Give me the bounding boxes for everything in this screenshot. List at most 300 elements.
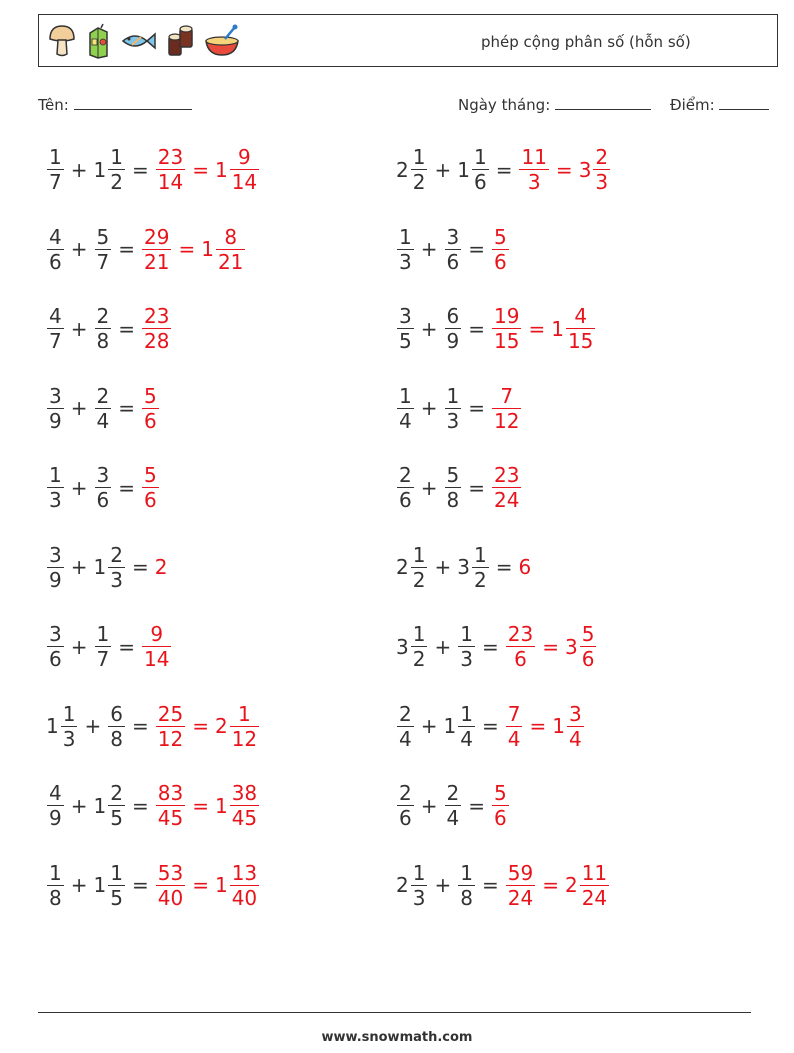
score-field	[670, 95, 769, 114]
denominator: 15	[494, 329, 520, 354]
mixed-number	[46, 543, 65, 592]
fraction	[230, 702, 259, 751]
numerator: 2	[399, 463, 412, 487]
answer	[536, 622, 597, 671]
mixed-number	[46, 861, 65, 910]
denominator: 3	[62, 726, 76, 751]
mixed-number	[141, 225, 172, 274]
fraction	[593, 145, 610, 194]
denominator: 14	[157, 170, 184, 195]
numerator: 1	[49, 145, 62, 169]
fraction	[472, 145, 489, 194]
mixed-number	[141, 463, 160, 512]
equals-sign: =	[131, 157, 149, 182]
fraction	[458, 702, 475, 751]
numerator: 1	[412, 622, 426, 646]
mixed-number	[491, 463, 522, 512]
numerator: 1	[460, 860, 473, 885]
numerator: 5	[581, 622, 595, 646]
answer	[523, 702, 584, 751]
fraction	[397, 463, 414, 512]
equals-sign: =	[468, 475, 485, 500]
fraction	[445, 225, 462, 274]
numerator: 5	[494, 224, 507, 249]
denominator: 24	[581, 885, 608, 910]
answer	[186, 861, 260, 910]
denominator: 6	[514, 647, 527, 672]
fraction	[47, 304, 64, 353]
answer	[505, 861, 536, 910]
fraction	[519, 145, 548, 194]
answer	[186, 145, 260, 194]
denominator: 8	[446, 488, 460, 513]
equals-sign: =	[468, 237, 485, 262]
fraction	[472, 543, 489, 592]
numerator: 2	[96, 383, 110, 408]
mixed-number	[46, 622, 65, 671]
fraction	[47, 463, 64, 512]
denominator: 8	[49, 885, 62, 910]
numerator: 2	[96, 304, 110, 328]
plus-sign: +	[70, 634, 88, 659]
numerator: 1	[110, 145, 123, 169]
fraction	[47, 781, 64, 830]
whole-part: 1	[93, 793, 107, 818]
mixed-number	[215, 702, 260, 751]
fraction	[492, 304, 521, 353]
mixed-number	[444, 463, 463, 512]
problem-item	[46, 702, 260, 751]
fraction	[95, 463, 112, 512]
numerator: 5	[96, 224, 110, 249]
problem-item	[396, 702, 585, 751]
mixed-number	[94, 861, 126, 910]
answer	[505, 702, 524, 751]
fraction	[445, 304, 462, 353]
whole-part: 2	[396, 555, 409, 580]
fraction	[445, 384, 462, 433]
equals-sign: =	[468, 396, 485, 421]
denominator: 7	[96, 647, 110, 672]
numerator: 3	[399, 304, 412, 328]
footer-divider	[38, 1012, 751, 1013]
denominator: 6	[581, 647, 595, 672]
numerator: 59	[507, 860, 534, 885]
numerator: 7	[507, 701, 521, 726]
fraction	[95, 225, 112, 274]
plus-sign: +	[420, 316, 438, 341]
worksheet-header	[38, 14, 778, 67]
fraction	[580, 861, 609, 910]
numerator: 23	[144, 304, 170, 328]
denominator: 3	[399, 249, 412, 274]
denominator: 12	[231, 726, 258, 751]
denominator: 6	[144, 408, 157, 433]
mixed-number	[396, 702, 415, 751]
plus-sign: +	[70, 475, 88, 500]
plus-sign: +	[70, 237, 88, 262]
denominator: 8	[110, 726, 123, 751]
fraction	[47, 543, 64, 592]
plus-sign: +	[70, 316, 88, 341]
problem-item	[396, 384, 522, 433]
mixed-number	[396, 145, 428, 194]
numerator: 1	[473, 145, 487, 169]
mixed-number	[396, 463, 415, 512]
denominator: 40	[157, 885, 184, 910]
numerator: 1	[96, 622, 110, 646]
equals-sign: =	[468, 793, 485, 818]
equals-sign: =	[118, 475, 135, 500]
problem-item	[46, 781, 260, 830]
denominator: 2	[412, 170, 426, 195]
mixed-number	[444, 225, 463, 274]
denominator: 3	[527, 170, 541, 195]
denominator: 2	[110, 170, 123, 195]
mixed-number	[155, 145, 186, 194]
equals-sign: =	[192, 157, 209, 182]
plus-sign: +	[420, 714, 438, 739]
mixed-number	[505, 702, 524, 751]
fraction	[95, 304, 112, 353]
plus-sign: +	[434, 157, 452, 182]
fraction	[156, 145, 185, 194]
numerator: 1	[399, 383, 412, 408]
fraction	[216, 225, 245, 274]
equals-sign: =	[131, 714, 149, 739]
mixed-number	[215, 861, 260, 910]
numerator: 9	[238, 145, 251, 169]
denominator: 6	[473, 170, 487, 195]
numerator: 23	[507, 622, 534, 646]
mixed-number	[396, 225, 415, 274]
problem-item	[46, 543, 168, 592]
problem-item	[396, 225, 510, 274]
problem-item	[46, 861, 260, 910]
numerator: 5	[144, 383, 157, 408]
mixed-number	[155, 781, 186, 830]
log-roll-icon	[165, 23, 195, 59]
fraction	[411, 145, 428, 194]
mixed-number	[46, 304, 65, 353]
mixed-number	[518, 145, 549, 194]
mixed-number	[396, 781, 415, 830]
answer	[518, 555, 532, 580]
mixed-number	[46, 702, 78, 751]
mixed-number	[46, 145, 65, 194]
problem-item	[396, 781, 510, 830]
denominator: 5	[399, 329, 412, 354]
fraction	[397, 781, 414, 830]
denominator: 21	[217, 249, 244, 274]
equals-sign: =	[131, 555, 149, 580]
denominator: 3	[110, 567, 123, 592]
numerator: 3	[96, 463, 110, 487]
answer	[155, 861, 186, 910]
numerator: 4	[49, 304, 62, 328]
numerator: 4	[574, 304, 588, 328]
denominator: 5	[110, 885, 123, 910]
mushroom-icon	[47, 23, 77, 59]
fraction	[47, 622, 64, 671]
plus-sign: +	[84, 714, 102, 739]
denominator: 3	[446, 408, 460, 433]
denominator: 8	[460, 885, 473, 910]
numerator: 1	[446, 383, 460, 408]
plus-sign: +	[420, 237, 438, 262]
fraction	[506, 702, 523, 751]
denominator: 4	[399, 726, 412, 751]
whole-part: 1	[93, 873, 107, 898]
answer	[550, 145, 611, 194]
answer	[518, 145, 549, 194]
mixed-number	[444, 384, 463, 433]
mixed-number	[565, 861, 610, 910]
score-blank	[719, 95, 769, 110]
whole-part: 2	[154, 555, 168, 580]
answer	[141, 384, 160, 433]
denominator: 4	[399, 408, 412, 433]
denominator: 6	[446, 249, 460, 274]
denominator: 9	[446, 329, 460, 354]
numerator: 2	[110, 542, 123, 567]
denominator: 24	[507, 885, 534, 910]
fraction	[47, 145, 64, 194]
whole-part: 1	[93, 157, 107, 182]
denominator: 9	[49, 408, 62, 433]
fraction	[230, 781, 259, 830]
numerator: 3	[446, 224, 460, 249]
whole-part: 3	[564, 634, 578, 659]
whole-part: 2	[396, 157, 409, 182]
mixed-number	[552, 702, 584, 751]
denominator: 28	[144, 329, 170, 354]
denominator: 7	[96, 249, 110, 274]
fraction	[580, 622, 597, 671]
porridge-bowl-icon	[203, 23, 241, 59]
equals-sign: =	[529, 714, 547, 739]
fraction	[142, 225, 171, 274]
fraction	[108, 543, 125, 592]
plus-sign: +	[434, 634, 452, 659]
plus-sign: +	[420, 475, 438, 500]
denominator: 7	[49, 329, 62, 354]
numerator: 1	[399, 224, 412, 249]
whole-part: 3	[396, 634, 409, 659]
problem-item	[396, 622, 597, 671]
fraction	[411, 543, 428, 592]
numerator: 1	[473, 542, 487, 567]
mixed-number	[215, 145, 260, 194]
whole-part: 3	[457, 555, 470, 580]
whole-part: 1	[551, 316, 564, 341]
fraction	[411, 622, 428, 671]
mixed-number	[141, 622, 172, 671]
name-label: Tên:	[38, 96, 69, 114]
problem-item	[46, 463, 160, 512]
header-icons	[47, 23, 241, 59]
mixed-number	[94, 145, 126, 194]
equals-sign: =	[192, 714, 209, 739]
equals-sign: =	[118, 316, 135, 341]
whole-part: 1	[46, 714, 59, 739]
denominator: 7	[49, 170, 62, 195]
denominator: 21	[144, 249, 170, 274]
numerator: 2	[399, 781, 412, 805]
fraction	[506, 861, 535, 910]
numerator: 9	[150, 622, 164, 646]
mixed-number	[94, 463, 113, 512]
denominator: 8	[96, 329, 110, 354]
mixed-number	[396, 622, 428, 671]
problem-item	[396, 304, 596, 353]
equals-sign: =	[192, 873, 209, 898]
equals-sign: =	[481, 634, 499, 659]
problem-item	[46, 622, 172, 671]
fraction	[142, 384, 159, 433]
numerator: 6	[446, 304, 460, 328]
fraction	[61, 702, 78, 751]
numerator: 19	[494, 304, 520, 328]
numerator: 7	[500, 383, 514, 408]
fraction	[397, 304, 414, 353]
mixed-number	[94, 543, 126, 592]
numerator: 2	[446, 781, 460, 805]
answer	[186, 702, 260, 751]
fraction	[108, 781, 125, 830]
answer	[522, 304, 596, 353]
mixed-number	[94, 622, 113, 671]
equals-sign: =	[131, 793, 149, 818]
equals-sign: =	[542, 634, 559, 659]
denominator: 6	[399, 488, 412, 513]
numerator: 3	[568, 701, 582, 726]
numerator: 1	[460, 622, 473, 646]
answer	[491, 384, 522, 433]
equals-sign: =	[118, 396, 135, 421]
fraction	[458, 622, 475, 671]
denominator: 2	[412, 647, 426, 672]
plus-sign: +	[70, 396, 88, 421]
numerator: 1	[49, 860, 62, 885]
numerator: 6	[110, 701, 123, 726]
denominator: 4	[507, 726, 521, 751]
fraction	[458, 861, 475, 910]
mixed-number	[215, 781, 260, 830]
mixed-number	[94, 225, 113, 274]
mixed-number	[396, 384, 415, 433]
numerator: 83	[157, 781, 184, 805]
whole-part: 3	[578, 157, 592, 182]
fraction	[47, 225, 64, 274]
answer	[141, 463, 160, 512]
answer	[155, 702, 186, 751]
denominator: 4	[96, 408, 110, 433]
denominator: 2	[412, 567, 426, 592]
fraction	[445, 781, 462, 830]
answer	[155, 781, 186, 830]
answer	[491, 225, 510, 274]
whole-part: 6	[518, 555, 532, 580]
numerator: 23	[494, 463, 520, 487]
fraction	[411, 861, 428, 910]
equals-sign: =	[495, 157, 513, 182]
equals-sign: =	[528, 316, 546, 341]
score-label: Điểm:	[670, 96, 715, 114]
denominator: 14	[231, 170, 258, 195]
denominator: 12	[494, 408, 520, 433]
plus-sign: +	[434, 555, 452, 580]
equals-sign: =	[178, 237, 196, 262]
mixed-number	[94, 384, 113, 433]
fraction	[492, 384, 521, 433]
whole-part: 1	[443, 714, 457, 739]
fraction	[47, 384, 64, 433]
equals-sign: =	[542, 873, 559, 898]
answer	[505, 622, 536, 671]
numerator: 4	[49, 781, 62, 805]
equals-sign: =	[118, 237, 135, 262]
mixed-number	[46, 384, 65, 433]
problem-item	[46, 225, 246, 274]
equals-sign: =	[481, 873, 499, 898]
fraction	[492, 225, 509, 274]
problem-item	[396, 861, 610, 910]
numerator: 29	[144, 224, 170, 249]
mixed-number	[551, 304, 596, 353]
mixed-number	[518, 555, 532, 580]
denominator: 3	[49, 488, 62, 513]
denominator: 3	[595, 170, 609, 195]
mixed-number	[491, 384, 522, 433]
answer	[491, 304, 522, 353]
numerator: 1	[460, 701, 473, 726]
fraction	[397, 225, 414, 274]
plus-sign: +	[420, 396, 438, 421]
worksheet-title: phép cộng phân số (hỗn số)	[481, 33, 691, 51]
juice-box-icon	[85, 23, 111, 59]
mixed-number	[107, 702, 126, 751]
mixed-number	[94, 781, 126, 830]
fraction	[156, 861, 185, 910]
plus-sign: +	[70, 873, 88, 898]
whole-part: 1	[214, 157, 228, 182]
numerator: 23	[157, 145, 184, 169]
fraction	[108, 702, 125, 751]
equals-sign: =	[192, 793, 209, 818]
numerator: 11	[581, 860, 608, 885]
denominator: 6	[49, 647, 62, 672]
numerator: 2	[110, 781, 123, 805]
mixed-number	[457, 543, 489, 592]
answer	[186, 781, 260, 830]
numerator: 11	[521, 145, 547, 169]
denominator: 9	[49, 806, 62, 831]
numerator: 53	[157, 860, 184, 885]
answer	[141, 304, 172, 353]
denominator: 40	[231, 885, 258, 910]
mixed-number	[46, 225, 65, 274]
mixed-number	[141, 304, 172, 353]
fraction	[47, 861, 64, 910]
denominator: 12	[157, 726, 184, 751]
whole-part: 1	[457, 157, 470, 182]
fraction	[142, 304, 171, 353]
numerator: 1	[62, 701, 76, 726]
mixed-number	[457, 622, 476, 671]
fraction	[492, 463, 521, 512]
numerator: 3	[49, 383, 62, 408]
